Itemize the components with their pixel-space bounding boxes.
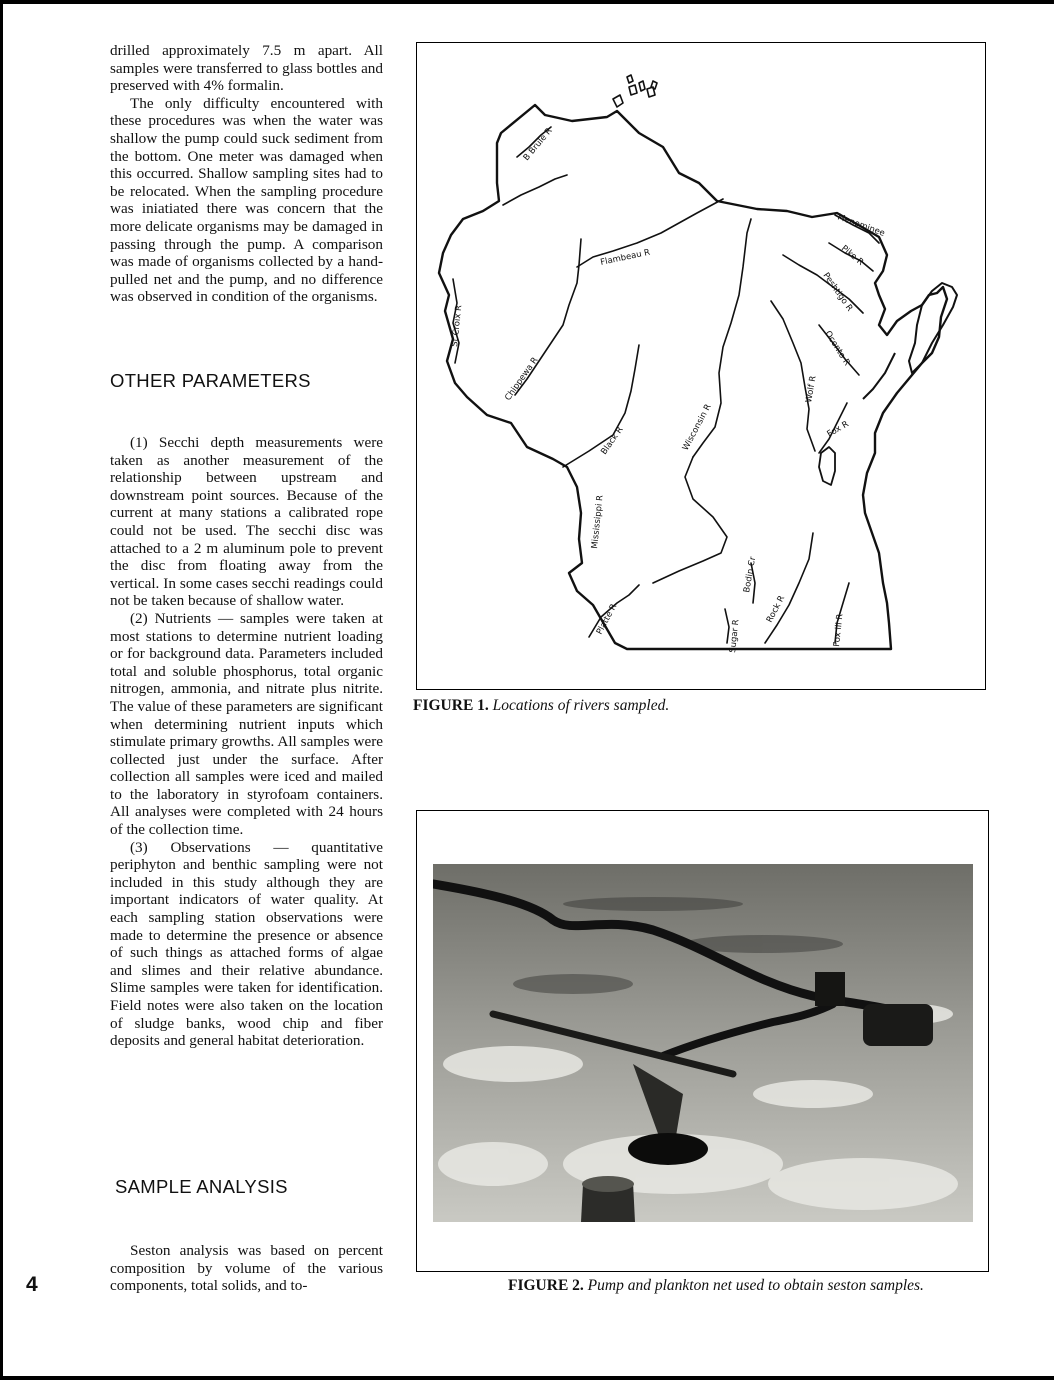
label-bois-brule: B Brule R bbox=[521, 126, 555, 163]
paragraph-observations: (3) Observations — quantitative periphyton and benthic sampling were not included in this study although they are important indicators of water quality. At each sampling station observations were made to determine the presence or absence of such things as attached forms of algae and slimes and their relative abundance. Slime samples were taken for identification. Field notes were also taken on the location of sludge banks, wood chip and fiber deposits and general habitat deterioration. bbox=[110, 838, 383, 1050]
figure-1-caption-text: Locations of rivers sampled. bbox=[492, 697, 670, 714]
label-black: Black R bbox=[599, 425, 626, 457]
figure-2-caption bbox=[508, 1277, 924, 1295]
wisconsin-lower bbox=[653, 457, 727, 583]
label-sugar: Sugar R bbox=[728, 618, 742, 654]
paragraph-seston: Seston analysis was based on percent composition by volume of the various components, total solids, and to- bbox=[110, 1242, 383, 1295]
winnebago-lake bbox=[819, 447, 835, 485]
figure-2-caption-text: Pump and plankton net used to obtain seston samples. bbox=[587, 1277, 924, 1294]
pump-motor bbox=[863, 1004, 933, 1046]
label-pike: Pike R bbox=[839, 243, 866, 268]
label-bodin: Bodin Cr bbox=[742, 556, 759, 594]
state-outline bbox=[439, 105, 947, 649]
ice-hole bbox=[628, 1133, 708, 1165]
label-platte: Platte R bbox=[594, 602, 620, 637]
paragraph-secchi: (1) Secchi depth measurements were taken as another measurement of the relationship between upstream and downstream point sources. Because of the current at many stations a calibrated rope could not be used. The secchi disc was attached to a 2 m aluminum pole to prevent the disc from floating away from the vertical. In some cases secchi readings could not be taken because of shallow water. bbox=[110, 434, 383, 610]
paragraph-nutrients: (2) Nutrients — samples were taken at most stations to determine nutrient loading or for background data. Parameters included total and soluble phosphorus, total organic nitrogen, ammonia, and nitrate plus nitrite. The value of these parameters are significant when determining nutrient inputs which stimulate primary growths. All samples were collected just under the surface. After collection all samples were iced and mailed to the laboratory in styrofoam containers. All analyses were completed with 24 hours of the collection time. bbox=[110, 609, 383, 839]
pump-photo bbox=[433, 864, 973, 1222]
label-wolf: Wolf R bbox=[804, 375, 819, 404]
figure-1-frame bbox=[416, 42, 986, 690]
label-wisconsin: Wisconsin R bbox=[680, 402, 714, 453]
figure-2-label: FIGURE 2. bbox=[508, 1277, 584, 1294]
figure-1-label: FIGURE 1. bbox=[413, 697, 489, 714]
upper-branch-river bbox=[503, 175, 567, 205]
paragraph-intro-1: drilled approximately 7.5 m apart. All samples were transferred to glass bottles and preserved with 4% formalin. bbox=[110, 42, 383, 95]
other-parameters-text bbox=[110, 434, 383, 1050]
label-peshtigo: Peshtigo R bbox=[820, 270, 855, 314]
sugar-river bbox=[725, 609, 729, 643]
sample-analysis-text bbox=[110, 1242, 383, 1295]
heading-sample-analysis: SAMPLE ANALYSIS bbox=[115, 1176, 288, 1197]
meter-box bbox=[815, 972, 845, 1006]
label-mississippi: Mississippi R bbox=[590, 494, 606, 550]
label-fox-ill: Fox Ill R bbox=[832, 613, 846, 648]
label-st-croix: St Croix R bbox=[450, 304, 465, 348]
label-fox: Fox R bbox=[825, 419, 851, 440]
wisconsin-river-map bbox=[417, 43, 984, 688]
top-rule bbox=[0, 0, 1054, 4]
heading-other-parameters: OTHER PARAMETERS bbox=[110, 370, 311, 391]
left-text-column bbox=[110, 42, 383, 306]
left-rule bbox=[0, 0, 3, 1380]
pump-photo-illustration bbox=[433, 864, 973, 1222]
label-chippewa: Chippewa R bbox=[503, 355, 541, 403]
green-bay-shore bbox=[863, 353, 895, 399]
page-number: 4 bbox=[26, 1273, 38, 1296]
label-rock: Rock R bbox=[764, 594, 788, 625]
label-menominee: Menominee bbox=[835, 212, 887, 239]
apostle-islands bbox=[613, 75, 657, 107]
label-oconto: Oconto R bbox=[822, 329, 852, 368]
figure-1-caption bbox=[413, 697, 669, 715]
bottom-rule bbox=[0, 1376, 1054, 1380]
door-peninsula bbox=[909, 283, 957, 373]
paragraph-intro-2: The only difficulty encountered with these procedures was when the water was shallow the pump could suck sediment from the bottom. One meter was damaged when this occurred. Shallow sampling sites had to be relocated. When the sampling procedure was iniatiated there was concern that the more delicate organisms may be damaged in passing through the pump. A comparison was made of organisms collected by a hand-pulled net and the pump, and no difference was observed in condition of the organisms. bbox=[110, 94, 383, 306]
rock-river bbox=[765, 533, 813, 643]
label-flambeau: Flambeau R bbox=[599, 247, 652, 268]
